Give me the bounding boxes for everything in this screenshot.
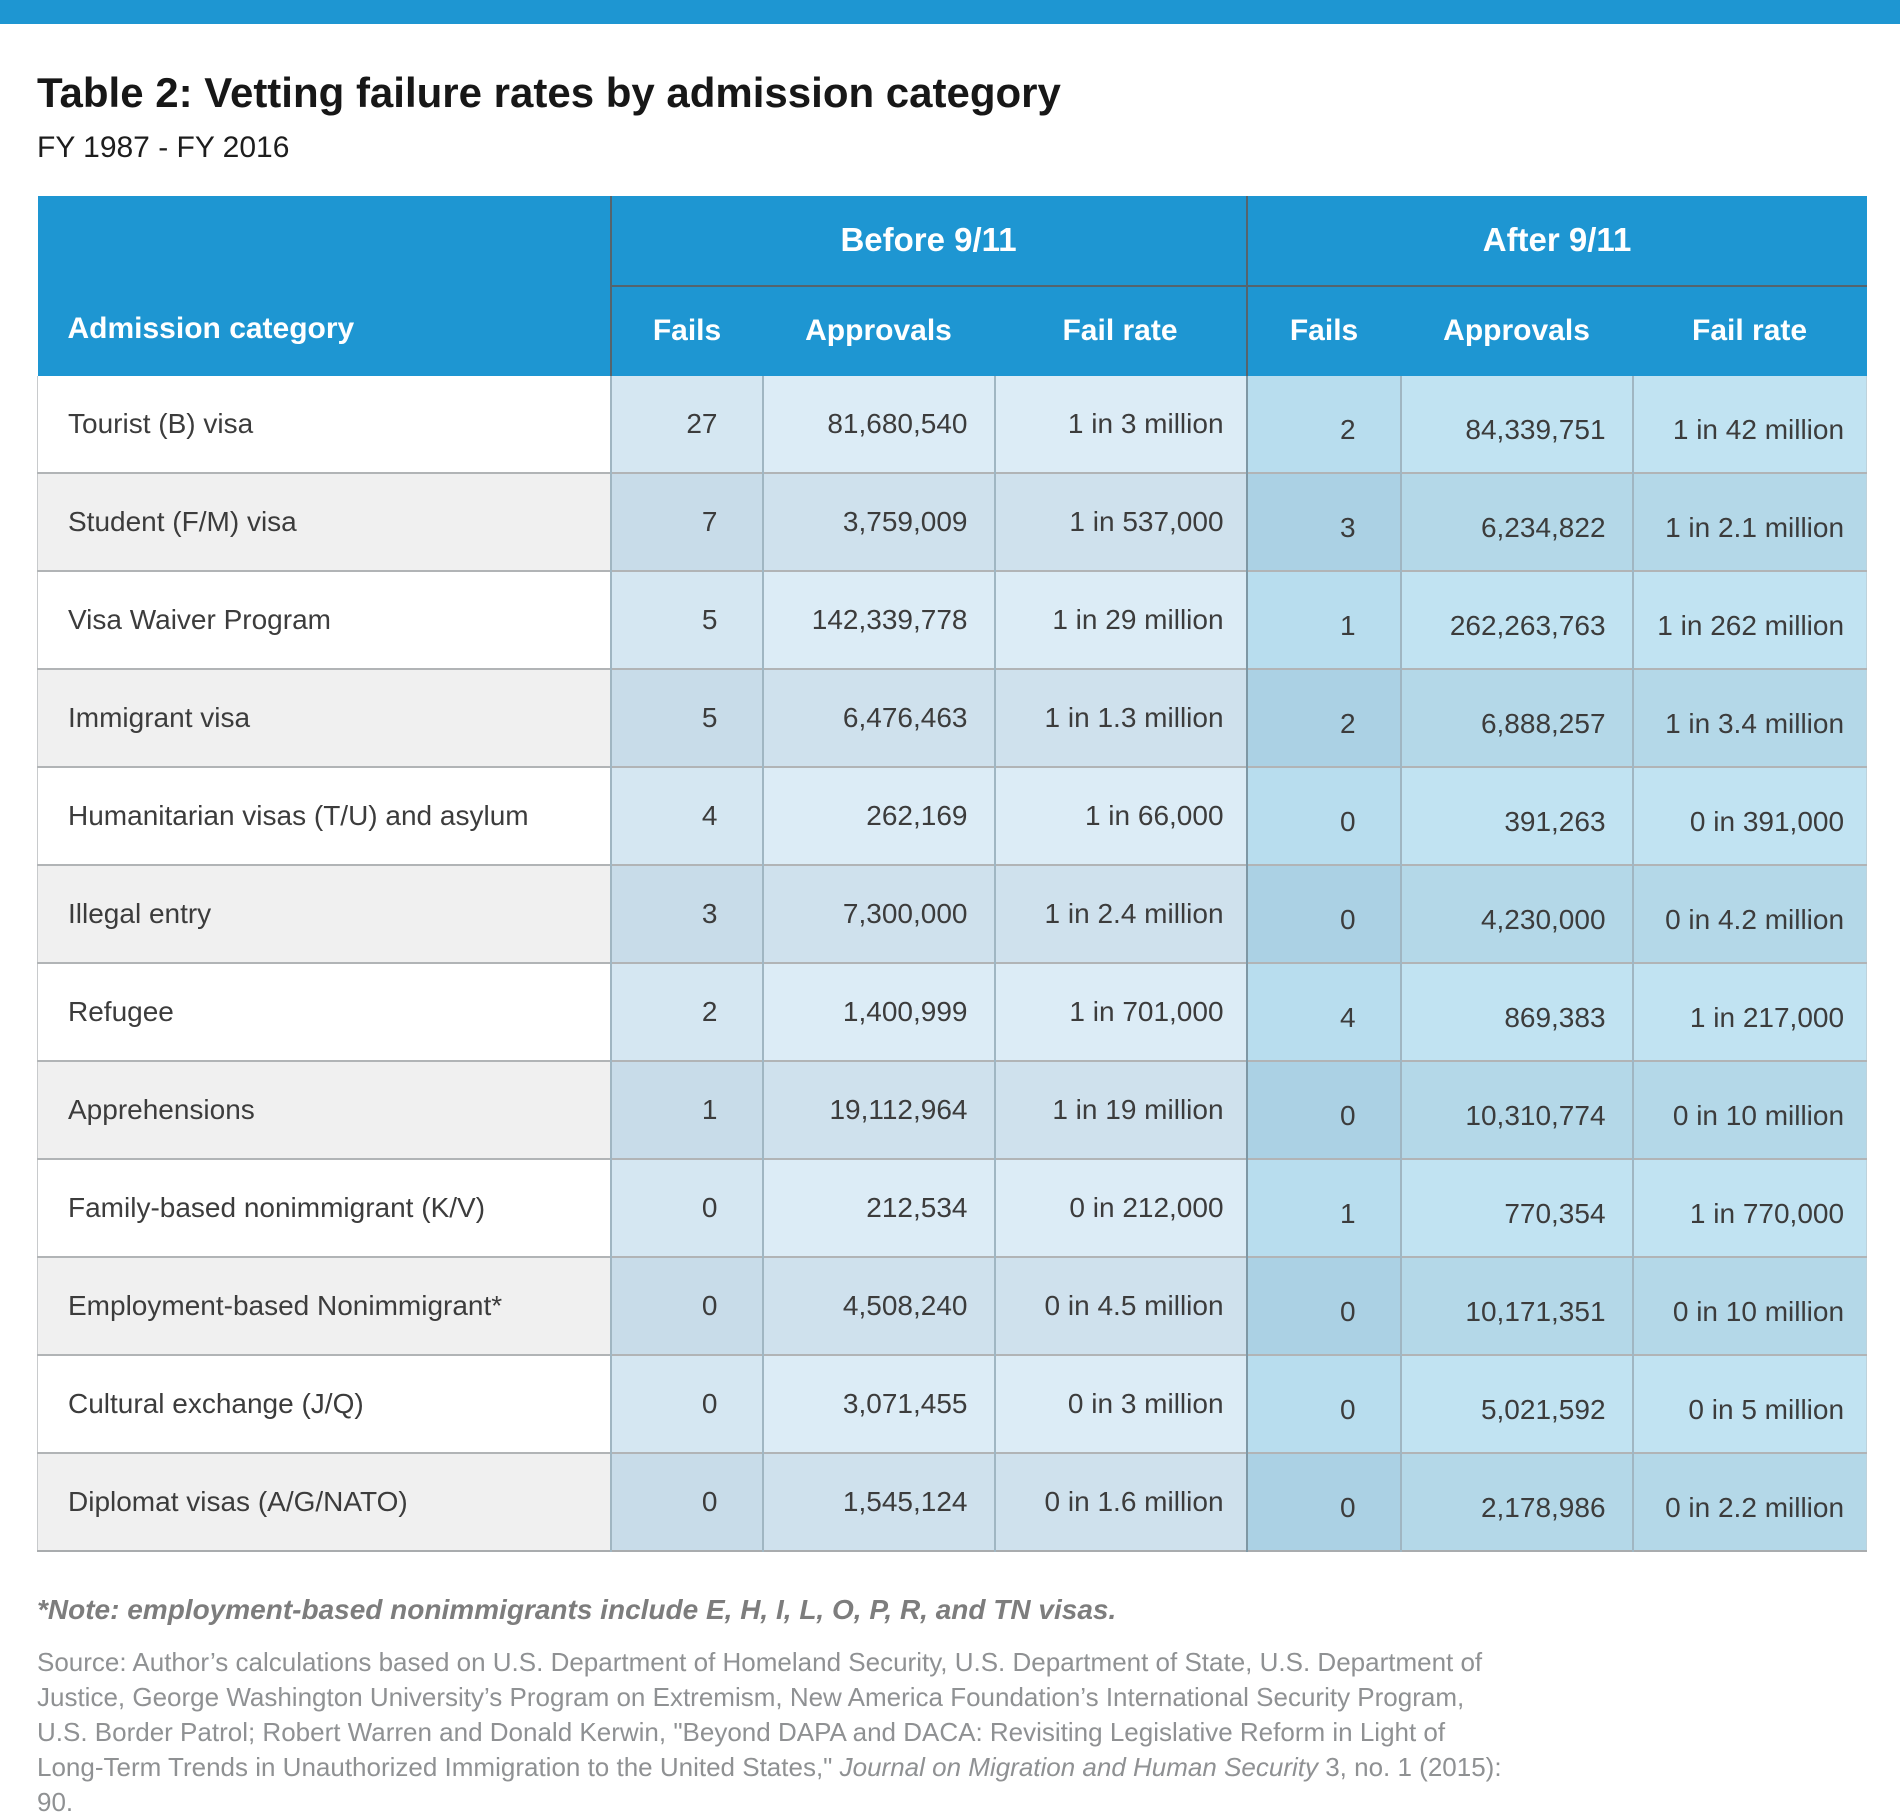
cell-before-fails: 4 bbox=[611, 767, 763, 865]
cell-after-approvals: 391,263 bbox=[1401, 767, 1633, 865]
cell-after-approvals: 6,888,257 bbox=[1401, 669, 1633, 767]
cell-before-fail-rate: 1 in 3 million bbox=[995, 376, 1247, 473]
cell-after-fails: 1 bbox=[1247, 1159, 1401, 1257]
table-row bbox=[38, 1159, 1867, 1257]
cell-before-fail-rate: 1 in 537,000 bbox=[995, 473, 1247, 571]
table-row bbox=[38, 767, 1867, 865]
table-row bbox=[38, 1061, 1867, 1159]
cell-after-fail-rate: 0 in 10 million bbox=[1633, 1061, 1867, 1159]
cell-after-fails: 2 bbox=[1247, 669, 1401, 767]
cell-before-approvals: 262,169 bbox=[763, 767, 995, 865]
table-row bbox=[38, 1257, 1867, 1355]
cell-category: Tourist (B) visa bbox=[38, 376, 611, 473]
cell-before-approvals: 212,534 bbox=[763, 1159, 995, 1257]
source-suffix: 3, no. 1 (2015): 90. bbox=[37, 1751, 1502, 1817]
cell-before-fails: 1 bbox=[611, 1061, 763, 1159]
cell-before-approvals: 1,545,124 bbox=[763, 1453, 995, 1551]
cell-before-approvals: 142,339,778 bbox=[763, 571, 995, 669]
cell-before-fail-rate: 1 in 2.4 million bbox=[995, 865, 1247, 963]
cell-category: Immigrant visa bbox=[38, 669, 611, 767]
table-row bbox=[38, 963, 1867, 1061]
cell-before-fail-rate: 1 in 1.3 million bbox=[995, 669, 1247, 767]
page-content bbox=[0, 68, 1900, 1820]
cell-after-approvals: 10,310,774 bbox=[1401, 1061, 1633, 1159]
cell-before-fail-rate: 1 in 19 million bbox=[995, 1061, 1247, 1159]
cell-before-fails: 5 bbox=[611, 669, 763, 767]
source-prefix: Source: Author’s calculations based on U.S. Department of Homeland Security, U.S. Department of State, U.S. Department of Justice, George Washington University’s Program on Extremism, New America Foundation’s International Security Program, U.S. Border Patrol; Robert Warren and Donald Kerwin, "Beyond DAPA and DACA: Revisiting Legislative Reform in Light of Long-Term Trends in Unauthorized Immigration to the United States," bbox=[37, 1646, 1483, 1782]
cell-after-fails: 1 bbox=[1247, 571, 1401, 669]
source-journal-title: Journal on Migration and Human Security bbox=[839, 1751, 1318, 1782]
cell-after-approvals: 262,263,763 bbox=[1401, 571, 1633, 669]
cell-before-fails: 5 bbox=[611, 571, 763, 669]
cell-before-fails: 0 bbox=[611, 1257, 763, 1355]
page-subtitle: FY 1987 - FY 2016 bbox=[37, 130, 290, 164]
cell-before-fail-rate: 0 in 1.6 million bbox=[995, 1453, 1247, 1551]
table-row bbox=[38, 1355, 1867, 1453]
cell-after-approvals: 770,354 bbox=[1401, 1159, 1633, 1257]
cell-category: Illegal entry bbox=[38, 865, 611, 963]
cell-after-fail-rate: 0 in 10 million bbox=[1633, 1257, 1867, 1355]
cell-after-fail-rate: 1 in 262 million bbox=[1633, 571, 1867, 669]
cell-after-fail-rate: 0 in 4.2 million bbox=[1633, 865, 1867, 963]
cell-after-approvals: 5,021,592 bbox=[1401, 1355, 1633, 1453]
cell-before-fail-rate: 0 in 3 million bbox=[995, 1355, 1247, 1453]
footnote: *Note: employment-based nonimmigrants include E, H, I, L, O, P, R, and TN visas. bbox=[37, 1593, 1117, 1625]
cell-after-fails: 0 bbox=[1247, 1355, 1401, 1453]
column-header-after-fails: Fails bbox=[1247, 286, 1401, 376]
cell-after-fails: 4 bbox=[1247, 963, 1401, 1061]
cell-before-fail-rate: 0 in 4.5 million bbox=[995, 1257, 1247, 1355]
cell-after-fail-rate: 1 in 217,000 bbox=[1633, 963, 1867, 1061]
cell-after-approvals: 2,178,986 bbox=[1401, 1453, 1633, 1551]
cell-after-fails: 0 bbox=[1247, 1453, 1401, 1551]
cell-before-approvals: 81,680,540 bbox=[763, 376, 995, 473]
cell-before-approvals: 6,476,463 bbox=[763, 669, 995, 767]
cell-category: Cultural exchange (J/Q) bbox=[38, 1355, 611, 1453]
cell-before-approvals: 4,508,240 bbox=[763, 1257, 995, 1355]
group-header-before-911: Before 9/11 bbox=[611, 196, 1247, 286]
cell-before-fail-rate: 1 in 66,000 bbox=[995, 767, 1247, 865]
column-header-after-fail-rate: Fail rate bbox=[1633, 286, 1867, 376]
cell-after-approvals: 10,171,351 bbox=[1401, 1257, 1633, 1355]
table-row bbox=[38, 1453, 1867, 1551]
cell-after-fails: 2 bbox=[1247, 376, 1401, 473]
column-header-before-fails: Fails bbox=[611, 286, 763, 376]
cell-category: Refugee bbox=[38, 963, 611, 1061]
cell-category: Apprehensions bbox=[38, 1061, 611, 1159]
cell-after-fail-rate: 1 in 3.4 million bbox=[1633, 669, 1867, 767]
cell-after-fail-rate: 0 in 2.2 million bbox=[1633, 1453, 1867, 1551]
cell-after-fail-rate: 1 in 770,000 bbox=[1633, 1159, 1867, 1257]
cell-after-fails: 0 bbox=[1247, 1061, 1401, 1159]
cell-after-fails: 0 bbox=[1247, 865, 1401, 963]
cell-category: Diplomat visas (A/G/NATO) bbox=[38, 1453, 611, 1551]
table-row bbox=[38, 865, 1867, 963]
table-row bbox=[38, 376, 1867, 473]
cell-after-fails: 0 bbox=[1247, 767, 1401, 865]
cell-after-fail-rate: 1 in 2.1 million bbox=[1633, 473, 1867, 571]
cell-after-fail-rate: 0 in 391,000 bbox=[1633, 767, 1867, 865]
table-header bbox=[38, 196, 1867, 376]
column-header-before-fail-rate: Fail rate bbox=[995, 286, 1247, 376]
cell-after-fail-rate: 0 in 5 million bbox=[1633, 1355, 1867, 1453]
cell-before-approvals: 3,759,009 bbox=[763, 473, 995, 571]
group-header-row bbox=[38, 196, 1867, 286]
group-header-after-911: After 9/11 bbox=[1247, 196, 1867, 286]
cell-after-approvals: 6,234,822 bbox=[1401, 473, 1633, 571]
cell-after-fails: 0 bbox=[1247, 1257, 1401, 1355]
cell-before-approvals: 19,112,964 bbox=[763, 1061, 995, 1159]
column-header-before-approvals: Approvals bbox=[763, 286, 995, 376]
cell-category: Student (F/M) visa bbox=[38, 473, 611, 571]
cell-before-fails: 0 bbox=[611, 1453, 763, 1551]
cell-before-fail-rate: 0 in 212,000 bbox=[995, 1159, 1247, 1257]
cell-category: Family-based nonimmigrant (K/V) bbox=[38, 1159, 611, 1257]
cell-category: Visa Waiver Program bbox=[38, 571, 611, 669]
cell-after-approvals: 869,383 bbox=[1401, 963, 1633, 1061]
cell-after-approvals: 84,339,751 bbox=[1401, 376, 1633, 473]
cell-before-fails: 3 bbox=[611, 865, 763, 963]
table-body bbox=[38, 376, 1867, 1551]
table-row bbox=[38, 669, 1867, 767]
table-row bbox=[38, 473, 1867, 571]
cell-before-fail-rate: 1 in 29 million bbox=[995, 571, 1247, 669]
cell-category: Employment-based Nonimmigrant* bbox=[38, 1257, 611, 1355]
cell-before-approvals: 3,071,455 bbox=[763, 1355, 995, 1453]
cell-before-fails: 27 bbox=[611, 376, 763, 473]
table-row bbox=[38, 571, 1867, 669]
cell-before-fails: 0 bbox=[611, 1159, 763, 1257]
column-header-after-approvals: Approvals bbox=[1401, 286, 1633, 376]
cell-category: Humanitarian visas (T/U) and asylum bbox=[38, 767, 611, 865]
cell-before-fails: 2 bbox=[611, 963, 763, 1061]
cell-before-fail-rate: 1 in 701,000 bbox=[995, 963, 1247, 1061]
source-text bbox=[37, 1645, 1512, 1820]
column-header-admission-category: Admission category bbox=[38, 196, 611, 376]
cell-before-fails: 0 bbox=[611, 1355, 763, 1453]
vetting-failure-table bbox=[37, 196, 1867, 1552]
page-title: Table 2: Vetting failure rates by admission category bbox=[37, 69, 1061, 116]
cell-before-fails: 7 bbox=[611, 473, 763, 571]
cell-after-fail-rate: 1 in 42 million bbox=[1633, 376, 1867, 473]
cell-after-approvals: 4,230,000 bbox=[1401, 865, 1633, 963]
cell-before-approvals: 7,300,000 bbox=[763, 865, 995, 963]
cell-after-fails: 3 bbox=[1247, 473, 1401, 571]
top-accent-bar bbox=[0, 0, 1900, 24]
cell-before-approvals: 1,400,999 bbox=[763, 963, 995, 1061]
